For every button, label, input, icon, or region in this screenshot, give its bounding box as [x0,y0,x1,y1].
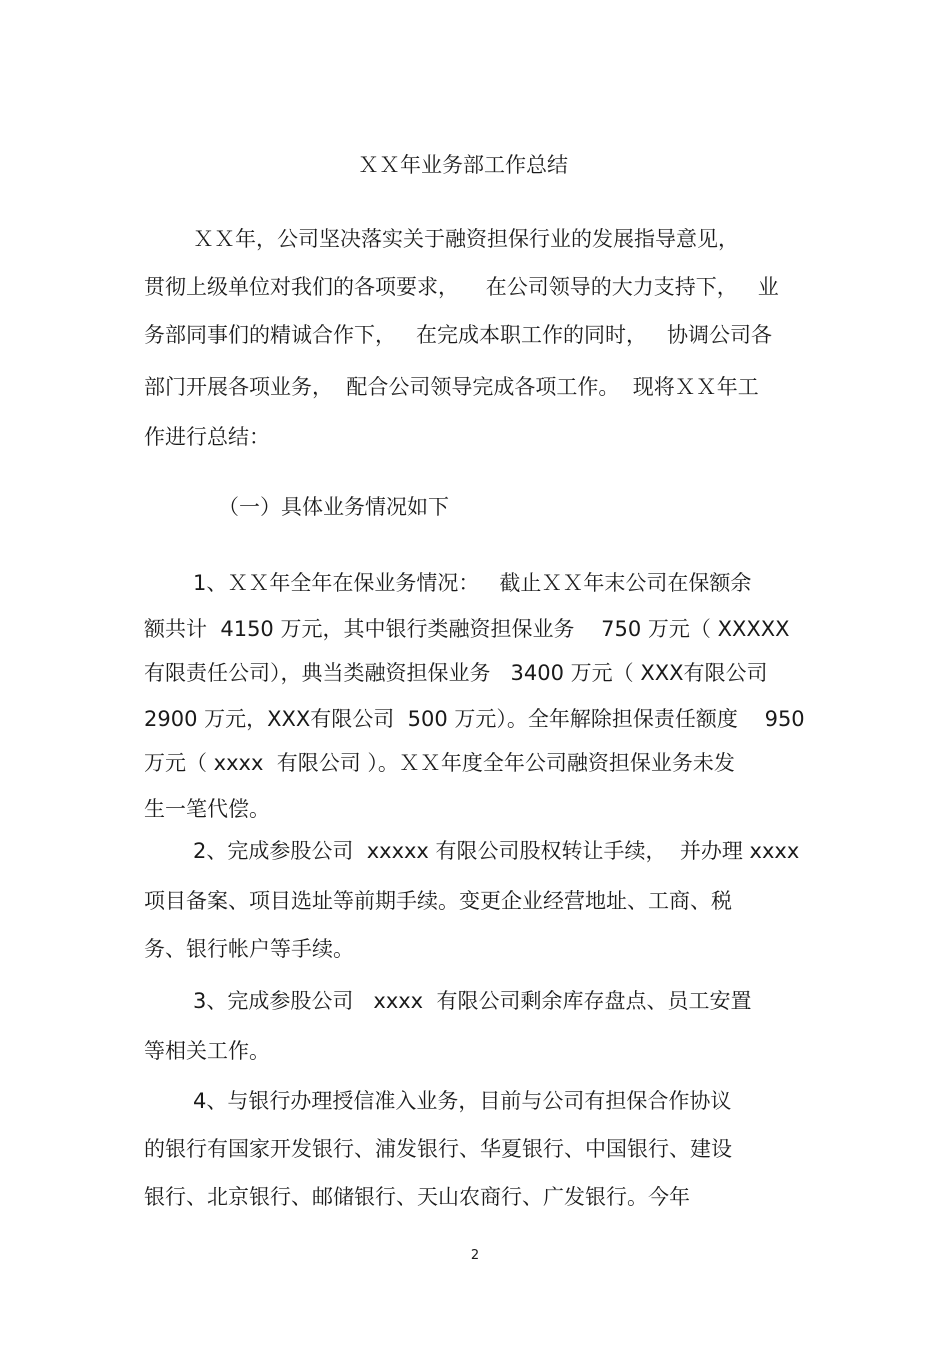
body-line: 项目备案、项目选址等前期手续。变更企业经营地址、工商、税 [144,889,732,913]
body-line: 2900 万元，XXX有限公司 500 万元）。全年解除担保责任额度 950 [144,707,805,731]
body-line: 3、完成参股公司 xxxx 有限公司剩余库存盘点、员工安置 [193,989,752,1013]
body-line: 2、完成参股公司 xxxxx 有限公司股权转让手续， 并办理 xxxx [193,839,800,863]
page-number: 2 [470,1248,480,1263]
body-line: 有限责任公司），典当类融资担保业务 3400 万元（ XXX有限公司 [144,661,768,685]
body-line: 1、ＸＸ年全年在保业务情况： 截止ＸＸ年末公司在保额余 [193,571,752,595]
body-line: 4、与银行办理授信准入业务，目前与公司有担保合作协议 [193,1089,732,1113]
body-line: 的银行有国家开发银行、浦发银行、华夏银行、中国银行、建设 [144,1137,732,1161]
body-line: 万元（ xxxx 有限公司 ）。ＸＸ年度全年公司融资担保业务未发 [144,751,735,775]
body-line: 银行、北京银行、邮储银行、天山农商行、广发银行。今年 [144,1185,690,1209]
body-line: 贯彻上级单位对我们的各项要求， 在公司领导的大力支持下， 业 [144,275,779,299]
body-line: 务、银行帐户等手续。 [144,937,354,961]
document-title: ＸＸ年业务部工作总结 [358,153,568,177]
section-heading: （一）具体业务情况如下 [218,495,449,519]
body-line: 作进行总结： [144,425,270,449]
body-line: 额共计 4150 万元，其中银行类融资担保业务 750 万元（ XXXXX [144,617,790,641]
body-line: 部门开展各项业务， 配合公司领导完成各项工作。 现将ＸＸ年工 [144,375,759,399]
body-line: 生一笔代偿。 [144,797,270,821]
body-line: 务部同事们的精诚合作下， 在完成本职工作的同时， 协调公司各 [144,323,773,347]
body-line: 等相关工作。 [144,1039,270,1063]
body-line: ＸＸ年，公司坚决落实关于融资担保行业的发展指导意见， [193,227,739,251]
